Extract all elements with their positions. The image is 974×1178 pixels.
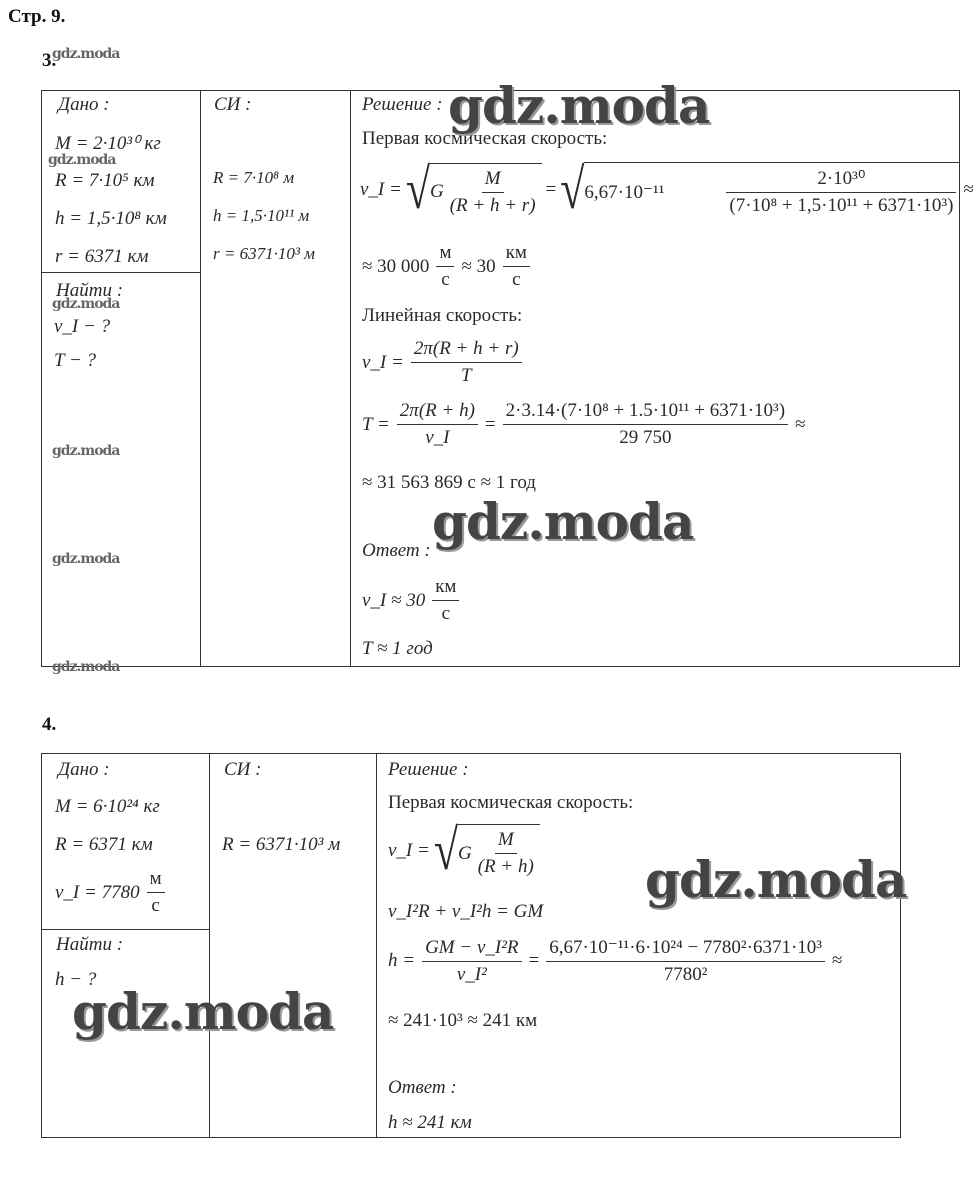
denominator: (R + h + r) — [449, 194, 536, 216]
watermark-logo: gdz.moda — [645, 850, 907, 909]
given-velocity — [55, 868, 168, 917]
answer-height: h ≈ 241 км — [388, 1112, 472, 1133]
denominator: v_I² — [456, 963, 487, 985]
numerator: M — [495, 829, 517, 854]
row-divider — [41, 272, 201, 273]
numerator: 6,67·10⁻¹¹·6·10²⁴ − 7780²·6371·10³ — [546, 936, 825, 962]
si-height: h = 1,5·10¹¹ м — [213, 206, 310, 225]
si-r: r = 6371·10³ м — [213, 244, 316, 263]
g-symbol: G — [458, 842, 472, 864]
problem-3-number: 3. — [42, 50, 57, 71]
column-divider — [209, 753, 210, 1137]
answer-label: Ответ : — [362, 540, 431, 561]
denominator: T — [460, 365, 472, 386]
column-divider — [376, 753, 377, 1137]
given-radius: R = 6371 км — [55, 834, 153, 855]
formula-linear-speed — [362, 338, 525, 387]
equals: = — [528, 950, 540, 971]
formula-height — [388, 936, 842, 986]
unit-num: м — [147, 868, 165, 893]
given-label: Дано : — [58, 759, 110, 780]
formula-period — [362, 400, 806, 449]
linear-speed-label: Линейная скорость: — [362, 305, 523, 326]
denominator: v_I — [425, 427, 450, 448]
equals: = — [484, 413, 496, 435]
find-label: Найти : — [56, 280, 124, 301]
unit-num: м — [436, 242, 454, 267]
numerator: 2π(R + h + r) — [411, 338, 522, 363]
value: ≈ 30 — [461, 255, 496, 277]
given-mass: M = 2·10³⁰ кг — [55, 133, 161, 154]
coefficient: 6,67·10⁻¹¹ — [584, 181, 665, 203]
numerator: GM − v_I²R — [422, 937, 521, 962]
unit-den: с — [441, 269, 450, 290]
formula-result-speed — [362, 242, 533, 291]
watermark-logo: gdz.moda — [48, 152, 116, 168]
watermark-logo: gdz.moda — [52, 46, 120, 62]
formula-lhs: v_I = — [360, 178, 402, 200]
unit-num: км — [503, 242, 530, 267]
unit-den: с — [512, 269, 521, 290]
sqrt: √ G $\frac{M}{(R + h + r)}$ — [406, 163, 542, 217]
approx: ≈ — [963, 178, 974, 200]
si-label: СИ : — [214, 94, 252, 115]
numerator: 2·3.14·(7·10⁸ + 1.5·10¹¹ + 6371·10³) — [503, 400, 788, 425]
formula-lhs: v_I = — [362, 351, 404, 373]
watermark-logo: gdz.moda — [72, 982, 334, 1041]
sqrt: √ 6,67·10⁻¹¹ $\frac{\text{2·10³⁰}}{\text{(7·10⁸ + 1,5·10¹¹ + 6371·10³)}}$ — [560, 162, 959, 217]
formula-lhs: T = — [362, 413, 390, 435]
problem-4-number: 4. — [42, 714, 57, 735]
watermark-logo: gdz.moda — [52, 659, 120, 675]
numerator: 2·10³⁰ — [817, 168, 866, 189]
first-speed-label: Первая космическая скорость: — [388, 792, 634, 813]
formula-first-speed — [360, 157, 974, 221]
value: v_I = 7780 — [55, 881, 140, 903]
period-result: ≈ 31 563 869 с ≈ 1 год — [362, 472, 536, 493]
given-height: h = 1,5·10⁸ км — [55, 208, 167, 229]
first-speed-label: Первая космическая скорость: — [362, 128, 608, 149]
value: v_I ≈ 30 — [362, 589, 426, 611]
watermark-logo: gdz.moda — [448, 76, 710, 135]
equals: = — [545, 178, 557, 200]
column-divider — [200, 90, 201, 666]
find-velocity: v_I − ? — [54, 316, 111, 337]
denominator: (7·10⁸ + 1,5·10¹¹ + 6371·10³) — [726, 192, 956, 217]
g-symbol: G — [430, 181, 444, 202]
si-radius: R = 6371·10³ м — [222, 834, 341, 855]
solution-label: Решение : — [362, 94, 443, 115]
watermark-logo: gdz.moda — [52, 296, 120, 312]
numerator: 2π(R + h) — [397, 400, 478, 425]
find-period: T − ? — [54, 350, 97, 371]
sqrt: √ G $\frac{M}{(R + h)}$ — [434, 824, 540, 878]
row-divider — [41, 929, 210, 930]
unit-num: км — [432, 576, 459, 601]
value: ≈ 30 000 — [362, 255, 430, 277]
approx: ≈ — [831, 950, 843, 971]
answer-period: T ≈ 1 год — [362, 638, 433, 659]
find-label: Найти : — [56, 934, 124, 955]
unit-den: с — [441, 603, 451, 624]
given-mass: M = 6·10²⁴ кг — [55, 796, 160, 817]
formula-first-speed — [388, 818, 540, 883]
si-label: СИ : — [224, 759, 262, 780]
solution-label: Решение : — [388, 759, 469, 780]
find-height: h − ? — [55, 969, 97, 990]
given-r: r = 6371 км — [55, 246, 149, 267]
denominator: 7780² — [663, 964, 708, 985]
page-title: Стр. 9. — [8, 6, 66, 27]
watermark-logo: gdz.moda — [52, 551, 120, 567]
denominator: (R + h) — [477, 856, 534, 877]
formula-lhs: v_I = — [388, 840, 430, 861]
answer-speed — [362, 576, 462, 625]
numerator: M — [482, 168, 504, 193]
height-result: ≈ 241·10³ ≈ 241 км — [388, 1010, 538, 1031]
column-divider — [350, 90, 351, 666]
si-radius: R = 7·10⁸ м — [213, 168, 295, 187]
given-radius: R = 7·10⁵ км — [55, 170, 155, 191]
equation-step: v_I²R + v_I²h = GM — [388, 901, 544, 922]
denominator: 29 750 — [619, 427, 672, 448]
answer-label: Ответ : — [388, 1077, 457, 1098]
given-label: Дано : — [58, 94, 110, 115]
watermark-logo: gdz.moda — [52, 443, 120, 459]
approx: ≈ — [795, 413, 806, 435]
formula-lhs: h = — [388, 950, 416, 971]
watermark-logo: gdz.moda — [432, 492, 694, 551]
unit-den: с — [151, 895, 160, 916]
